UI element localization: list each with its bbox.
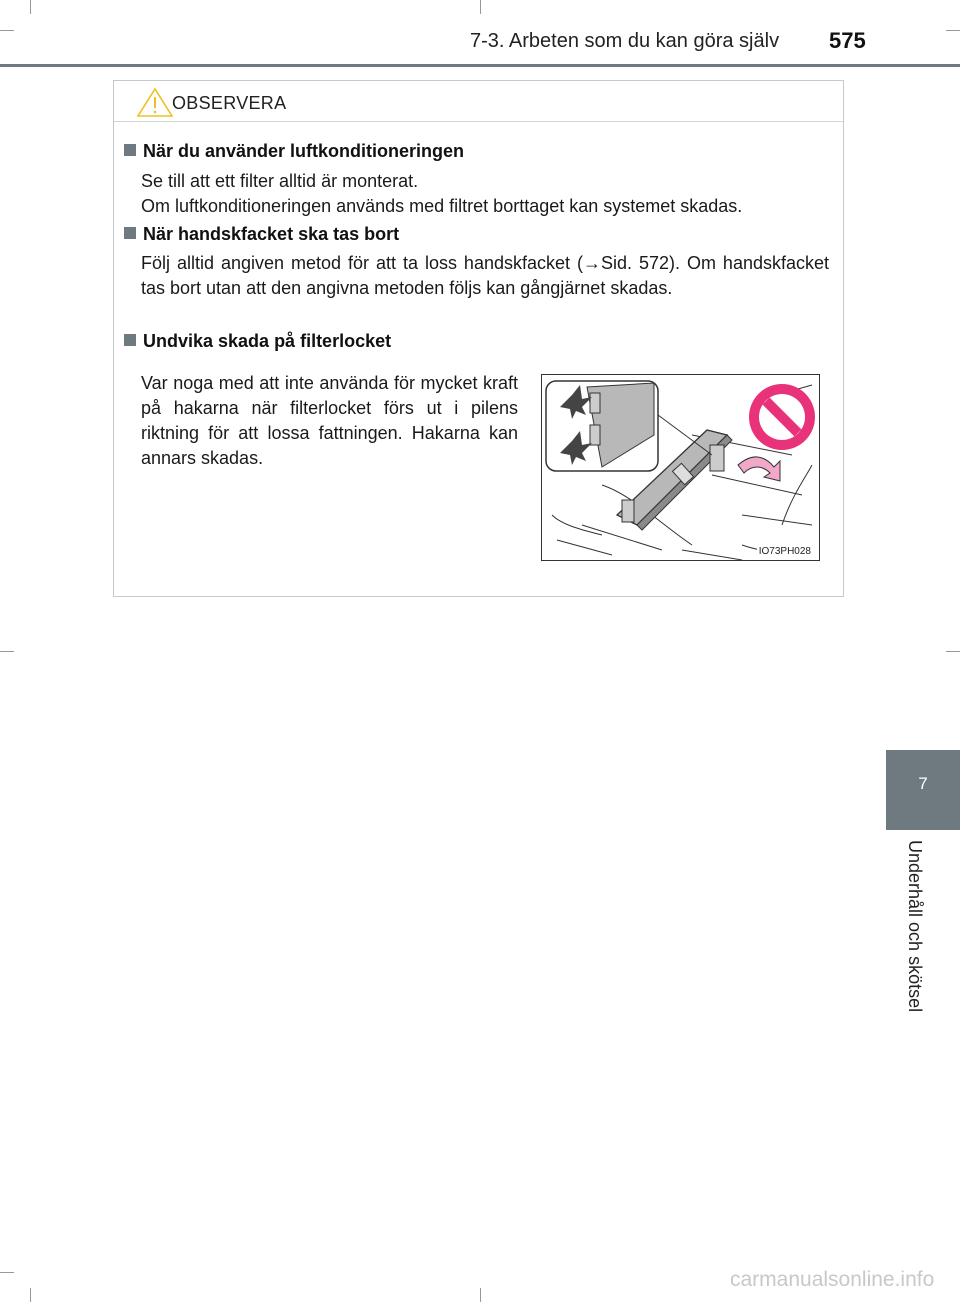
watermark: carmanualsonline.info <box>730 1268 935 1291</box>
section-body <box>141 169 829 219</box>
page-number: 575 <box>829 28 866 53</box>
bullet-square-icon <box>124 227 136 239</box>
filter-cover-drawing <box>542 375 820 561</box>
chapter-number: 7 <box>918 774 928 793</box>
section-title: 7-3. Arbeten som du kan göra själv <box>470 30 780 52</box>
caution-box <box>113 80 844 597</box>
crop-mark <box>0 1272 14 1273</box>
header-rule <box>0 64 960 67</box>
chapter-label: Underhåll och skötsel <box>905 840 925 1013</box>
crop-mark <box>0 651 14 652</box>
chapter-tab <box>886 750 960 830</box>
warning-triangle-icon <box>136 87 174 117</box>
section-heading: När handskfacket ska tas bort <box>124 224 399 245</box>
bullet-square-icon <box>124 144 136 156</box>
crop-mark <box>946 651 960 652</box>
section-heading: När du använder luftkonditioneringen <box>124 141 464 162</box>
section-body: Följ alltid angiven metod för att ta loss handskfacket (→Sid. 572). Om handskfacket tas bort utan att den angivna metoden följs kan gångjärnet skadas. <box>141 253 829 298</box>
crop-mark <box>480 1288 481 1302</box>
section-body: Var noga med att inte använda för mycket kraft på hakarna när filterlocket förs ut i pilens riktning för att lossa fattningen. Hakarna kan annars skadas. <box>141 373 518 468</box>
crop-mark <box>30 1288 31 1302</box>
caution-header <box>114 81 843 122</box>
figure-code: IO73PH028 <box>758 546 811 557</box>
body-line: Om luftkonditioneringen används med filtret borttaget kan systemet skadas. <box>141 196 743 216</box>
section-heading: Undvika skada på filterlocket <box>124 331 391 352</box>
body-line: Se till att ett filter alltid är monterat. <box>141 171 419 191</box>
bullet-square-icon <box>124 334 136 346</box>
page-header <box>0 0 960 68</box>
filter-cover-illustration <box>541 374 820 561</box>
caution-label: OBSERVERA <box>172 93 287 113</box>
